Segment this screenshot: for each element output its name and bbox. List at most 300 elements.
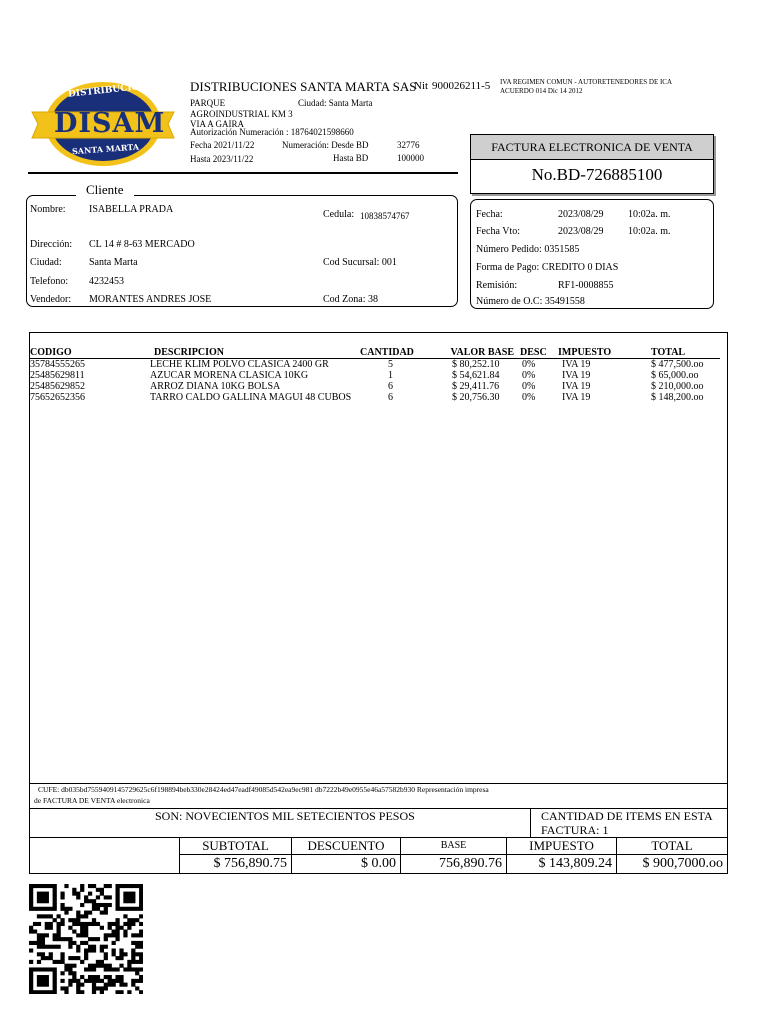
qr-module [37, 899, 41, 903]
logo-top-text: DISTRIBUCIONES [67, 80, 162, 100]
qr-module [88, 964, 92, 968]
qr-module [100, 945, 104, 949]
qr-module [123, 907, 127, 911]
qr-module [96, 964, 100, 968]
client-seller-label: Vendedor: [30, 294, 72, 305]
qr-module [84, 941, 88, 945]
company-address-1: PARQUE [190, 98, 226, 108]
qr-module [68, 945, 72, 949]
col-header-total: TOTAL [633, 347, 720, 359]
qr-module [80, 914, 84, 918]
qr-module [96, 986, 100, 990]
qr-module [37, 933, 41, 937]
qr-module [100, 892, 104, 896]
amount-in-words-cell [29, 808, 531, 838]
qr-module [108, 967, 112, 971]
qr-module [29, 895, 33, 899]
qr-module [88, 911, 92, 915]
qr-module [72, 941, 76, 945]
qr-module [112, 952, 116, 956]
qr-module [60, 960, 64, 964]
cufe-line-1: CUFE: db035bd7559409145729625c6f198894beb330e28424ed47eadf49085d542ea9ec981 db7222b49e0955e46a57582b930 Representación impresa [38, 785, 489, 794]
qr-module [92, 964, 96, 968]
authorization-number: Autorización Numeración : 18764021598660 [190, 127, 354, 137]
qr-module [41, 952, 45, 956]
qr-module [100, 960, 104, 964]
qr-module [127, 926, 131, 930]
qr-module [49, 967, 53, 971]
qr-module [139, 903, 143, 907]
item-code: 25485629852 [30, 381, 85, 392]
qr-module [115, 975, 119, 979]
qr-module [115, 884, 119, 888]
qr-module [80, 903, 84, 907]
qr-module [131, 979, 135, 983]
qr-module [41, 941, 45, 945]
qr-module [60, 922, 64, 926]
qr-module [68, 979, 72, 983]
qr-module [112, 922, 116, 926]
qr-module [108, 903, 112, 907]
qr-module [37, 884, 41, 888]
qr-module [135, 979, 139, 983]
qr-module [76, 986, 80, 990]
qr-module [57, 933, 61, 937]
qr-module [115, 967, 119, 971]
qr-module [76, 933, 80, 937]
client-cedula: 10838574767 [360, 211, 410, 221]
client-section-label: Cliente [76, 182, 134, 198]
qr-module [68, 937, 72, 941]
col-header-cantidad: CANTIDAD [360, 347, 430, 359]
qr-module [53, 907, 57, 911]
qr-module [139, 945, 143, 949]
qr-module [139, 933, 143, 937]
qr-module [139, 907, 143, 911]
qr-module [37, 979, 41, 983]
qr-module [41, 990, 45, 994]
qr-module [139, 952, 143, 956]
item-base-value: $ 80,252.10 [452, 359, 500, 370]
qr-module [76, 922, 80, 926]
qr-module [123, 933, 127, 937]
qr-module [92, 884, 96, 888]
col-header-descripcion: DESCRIPCION [150, 347, 360, 359]
logo-bottom-text: SANTA MARTA [71, 141, 140, 157]
qr-module [92, 983, 96, 987]
item-tax: IVA 19 [562, 392, 591, 403]
client-zone-code: Cod Zona: 38 [323, 294, 378, 305]
qr-module [41, 914, 45, 918]
qr-module [37, 967, 41, 971]
qr-module [108, 933, 112, 937]
client-seller: MORANTES ANDRES JOSE [89, 294, 212, 305]
qr-module [64, 964, 68, 968]
qr-module [53, 971, 57, 975]
qr-module [57, 937, 61, 941]
qr-module [104, 983, 108, 987]
tax-label: IMPUESTO [506, 837, 617, 855]
qr-module [41, 892, 45, 896]
qr-module [37, 960, 41, 964]
qr-module [29, 903, 33, 907]
qr-module [33, 990, 37, 994]
qr-module [88, 967, 92, 971]
qr-module [92, 975, 96, 979]
items-table [30, 347, 720, 403]
qr-module [139, 960, 143, 964]
qr-module [135, 960, 139, 964]
qr-module [64, 986, 68, 990]
qr-module [45, 983, 49, 987]
item-total: $ 65,000.oo [651, 370, 699, 381]
qr-module [72, 918, 76, 922]
qr-module [41, 937, 45, 941]
qr-module [45, 990, 49, 994]
qr-module [37, 907, 41, 911]
item-total: $ 210,000.oo [651, 381, 704, 392]
qr-module [115, 907, 119, 911]
qr-module [127, 967, 131, 971]
item-description: LECHE KLIM POLVO CLASICA 2400 GR [150, 359, 329, 370]
qr-module [131, 918, 135, 922]
authorization-date: Fecha 2021/11/22 [190, 140, 255, 150]
invoice-title-box [470, 134, 714, 194]
qr-module [72, 971, 76, 975]
item-total: $ 148,200.oo [651, 392, 704, 403]
qr-module [68, 926, 72, 930]
qr-module [45, 933, 49, 937]
qr-module [88, 945, 92, 949]
numeracion-hasta-label: Hasta BD [333, 153, 369, 163]
header-divider [28, 172, 458, 174]
qr-module [64, 990, 68, 994]
qr-module [41, 979, 45, 983]
qr-module [53, 933, 57, 937]
qr-module [131, 892, 135, 896]
table-row [30, 392, 720, 403]
qr-module [108, 895, 112, 899]
qr-module [135, 933, 139, 937]
qr-module [127, 907, 131, 911]
qr-module [96, 907, 100, 911]
qr-module [53, 975, 57, 979]
base-value: 756,890.76 [400, 854, 507, 874]
qr-module [119, 983, 123, 987]
items-count-line-1: CANTIDAD DE ITEMS EN ESTA [541, 809, 713, 823]
qr-module [49, 884, 53, 888]
qr-module [115, 888, 119, 892]
qr-module [131, 907, 135, 911]
qr-module [139, 895, 143, 899]
qr-module [53, 884, 57, 888]
qr-module [112, 948, 116, 952]
qr-module [68, 941, 72, 945]
qr-module [37, 892, 41, 896]
qr-module [29, 926, 33, 930]
qr-module [112, 967, 116, 971]
qr-module [139, 914, 143, 918]
qr-module [84, 948, 88, 952]
qr-module [100, 964, 104, 968]
qr-module [41, 967, 45, 971]
qr-module [119, 907, 123, 911]
qr-module [123, 952, 127, 956]
item-base-value: $ 20,756.30 [452, 392, 500, 403]
item-discount: 0% [522, 392, 536, 403]
qr-module [76, 948, 80, 952]
qr-module [96, 975, 100, 979]
invoice-title: FACTURA ELECTRONICA DE VENTA [471, 135, 713, 160]
qr-module [29, 907, 33, 911]
qr-module [76, 895, 80, 899]
qr-module [115, 895, 119, 899]
due-date: 2023/08/29 [558, 226, 604, 237]
qr-module [29, 967, 33, 971]
qr-module [72, 956, 76, 960]
qr-module [139, 967, 143, 971]
company-address-2: AGROINDUSTRIAL KM 3 [190, 109, 293, 119]
qr-module [53, 983, 57, 987]
qr-module [37, 941, 41, 945]
qr-code-graphic [29, 884, 143, 994]
qr-module [104, 911, 108, 915]
qr-module [84, 899, 88, 903]
qr-module [60, 979, 64, 983]
qr-module [29, 930, 33, 934]
company-city: Ciudad: Santa Marta [298, 98, 373, 108]
qr-module [33, 967, 37, 971]
qr-module [127, 990, 131, 994]
qr-module [45, 895, 49, 899]
qr-module [29, 892, 33, 896]
qr-module [45, 922, 49, 926]
qr-module [100, 948, 104, 952]
qr-module [41, 884, 45, 888]
item-quantity: 5 [388, 359, 393, 370]
qr-module [131, 960, 135, 964]
qr-module [92, 990, 96, 994]
qr-module [96, 979, 100, 983]
qr-module [135, 941, 139, 945]
qr-module [29, 899, 33, 903]
subtotal-value: $ 756,890.75 [179, 854, 292, 874]
qr-module [29, 960, 33, 964]
qr-module [45, 945, 49, 949]
qr-module [53, 945, 57, 949]
qr-module [131, 941, 135, 945]
qr-module [53, 990, 57, 994]
qr-module [108, 983, 112, 987]
qr-module [127, 960, 131, 964]
qr-module [64, 884, 68, 888]
qr-module [41, 945, 45, 949]
item-description: AZUCAR MORENA CLASICA 10KG [150, 370, 309, 381]
qr-module [108, 926, 112, 930]
qr-module [41, 907, 45, 911]
qr-module [37, 922, 41, 926]
qr-module [112, 983, 116, 987]
numeracion-hasta-value: 100000 [397, 153, 424, 163]
qr-module [115, 892, 119, 896]
remission-label: Remisión: [476, 280, 518, 291]
item-code: 75652652356 [30, 392, 85, 403]
qr-module [92, 948, 96, 952]
qr-module [45, 914, 49, 918]
cufe-line-2: de FACTURA DE VENTA electronica [34, 796, 150, 805]
qr-module [139, 990, 143, 994]
qr-module [57, 960, 61, 964]
qr-module [92, 899, 96, 903]
qr-module [57, 926, 61, 930]
numeracion-desde-value: 32776 [397, 140, 420, 150]
qr-module [37, 990, 41, 994]
qr-module [64, 937, 68, 941]
qr-module [135, 884, 139, 888]
item-quantity: 6 [388, 392, 393, 403]
qr-module [88, 979, 92, 983]
qr-module [88, 884, 92, 888]
client-phone-label: Telefono: [30, 276, 69, 287]
qr-module [72, 892, 76, 896]
qr-module [68, 964, 72, 968]
qr-module [76, 914, 80, 918]
cufe-divider [29, 783, 728, 784]
qr-module [135, 971, 139, 975]
qr-module [80, 990, 84, 994]
qr-module [53, 937, 57, 941]
qr-module [29, 888, 33, 892]
qr-module [53, 888, 57, 892]
qr-module [80, 888, 84, 892]
qr-module [37, 952, 41, 956]
qr-module [88, 937, 92, 941]
invoice-date: 2023/08/29 [558, 209, 604, 220]
qr-module [100, 986, 104, 990]
qr-module [29, 884, 33, 888]
qr-module [92, 922, 96, 926]
qr-module [72, 922, 76, 926]
qr-module [100, 990, 104, 994]
qr-module [60, 907, 64, 911]
qr-module [119, 979, 123, 983]
qr-module [119, 990, 123, 994]
qr-module [53, 918, 57, 922]
amount-in-words: SON: NOVECIENTOS MIL SETECIENTOS PESOS [155, 809, 415, 823]
qr-module [72, 888, 76, 892]
nit-label: Nit [414, 80, 429, 92]
client-address: CL 14 # 8-63 MERCADO [89, 239, 195, 250]
qr-module [76, 918, 80, 922]
qr-module [104, 975, 108, 979]
qr-module [104, 895, 108, 899]
qr-module [127, 964, 131, 968]
qr-module [53, 895, 57, 899]
client-address-label: Dirección: [30, 239, 73, 250]
qr-module [92, 979, 96, 983]
qr-module [139, 892, 143, 896]
qr-module [84, 930, 88, 934]
col-header-impuesto: IMPUESTO [558, 347, 633, 359]
qr-module [41, 983, 45, 987]
qr-module [57, 930, 61, 934]
authorization-hasta-date: Hasta 2023/11/22 [190, 154, 254, 164]
qr-module [135, 945, 139, 949]
qr-module [119, 975, 123, 979]
qr-module [29, 979, 33, 983]
item-discount: 0% [522, 381, 536, 392]
purchase-order-number: Número de O.C: 35491558 [476, 296, 585, 307]
item-description: ARROZ DIANA 10KG BOLSA [150, 381, 281, 392]
qr-module [135, 918, 139, 922]
qr-module [104, 964, 108, 968]
qr-module [64, 907, 68, 911]
qr-module [100, 888, 104, 892]
logo-main-text: DISAM [54, 108, 166, 139]
item-code: 25485629811 [30, 370, 85, 381]
qr-module [92, 907, 96, 911]
qr-module [60, 937, 64, 941]
qr-module [131, 952, 135, 956]
qr-module [139, 975, 143, 979]
qr-module [72, 930, 76, 934]
qr-module [123, 884, 127, 888]
qr-module [96, 895, 100, 899]
qr-module [131, 956, 135, 960]
qr-module [45, 967, 49, 971]
qr-module [112, 979, 116, 983]
qr-module [104, 884, 108, 888]
qr-module [45, 926, 49, 930]
qr-module [37, 983, 41, 987]
qr-module [100, 911, 104, 915]
col-header-codigo: CODIGO [30, 347, 150, 359]
qr-module [139, 888, 143, 892]
qr-module [92, 937, 96, 941]
company-name: DISTRIBUCIONES SANTA MARTA SAS [190, 79, 417, 94]
qr-module [68, 918, 72, 922]
qr-module [53, 986, 57, 990]
qr-module [104, 967, 108, 971]
qr-module [112, 941, 116, 945]
discount-value: $ 0.00 [291, 854, 401, 874]
items-count-cell [530, 808, 728, 838]
qr-module [49, 914, 53, 918]
qr-module [112, 933, 116, 937]
item-base-value: $ 54,621.84 [452, 370, 500, 381]
qr-module [72, 975, 76, 979]
qr-module [53, 903, 57, 907]
qr-module [119, 952, 123, 956]
item-discount: 0% [522, 370, 536, 381]
qr-module [88, 975, 92, 979]
qr-module [33, 922, 37, 926]
client-city: Santa Marta [89, 257, 138, 268]
qr-module [92, 986, 96, 990]
qr-module [139, 956, 143, 960]
item-description: TARRO CALDO GALLINA MAGUI 48 CUBOS [150, 392, 352, 403]
qr-module [37, 914, 41, 918]
client-name-label: Nombre: [30, 204, 66, 215]
qr-module [123, 922, 127, 926]
col-header-desc: DESC [520, 347, 558, 359]
table-row [30, 370, 720, 381]
qr-module [135, 986, 139, 990]
qr-module [45, 899, 49, 903]
qr-module [115, 903, 119, 907]
qr-module [119, 956, 123, 960]
qr-module [60, 918, 64, 922]
